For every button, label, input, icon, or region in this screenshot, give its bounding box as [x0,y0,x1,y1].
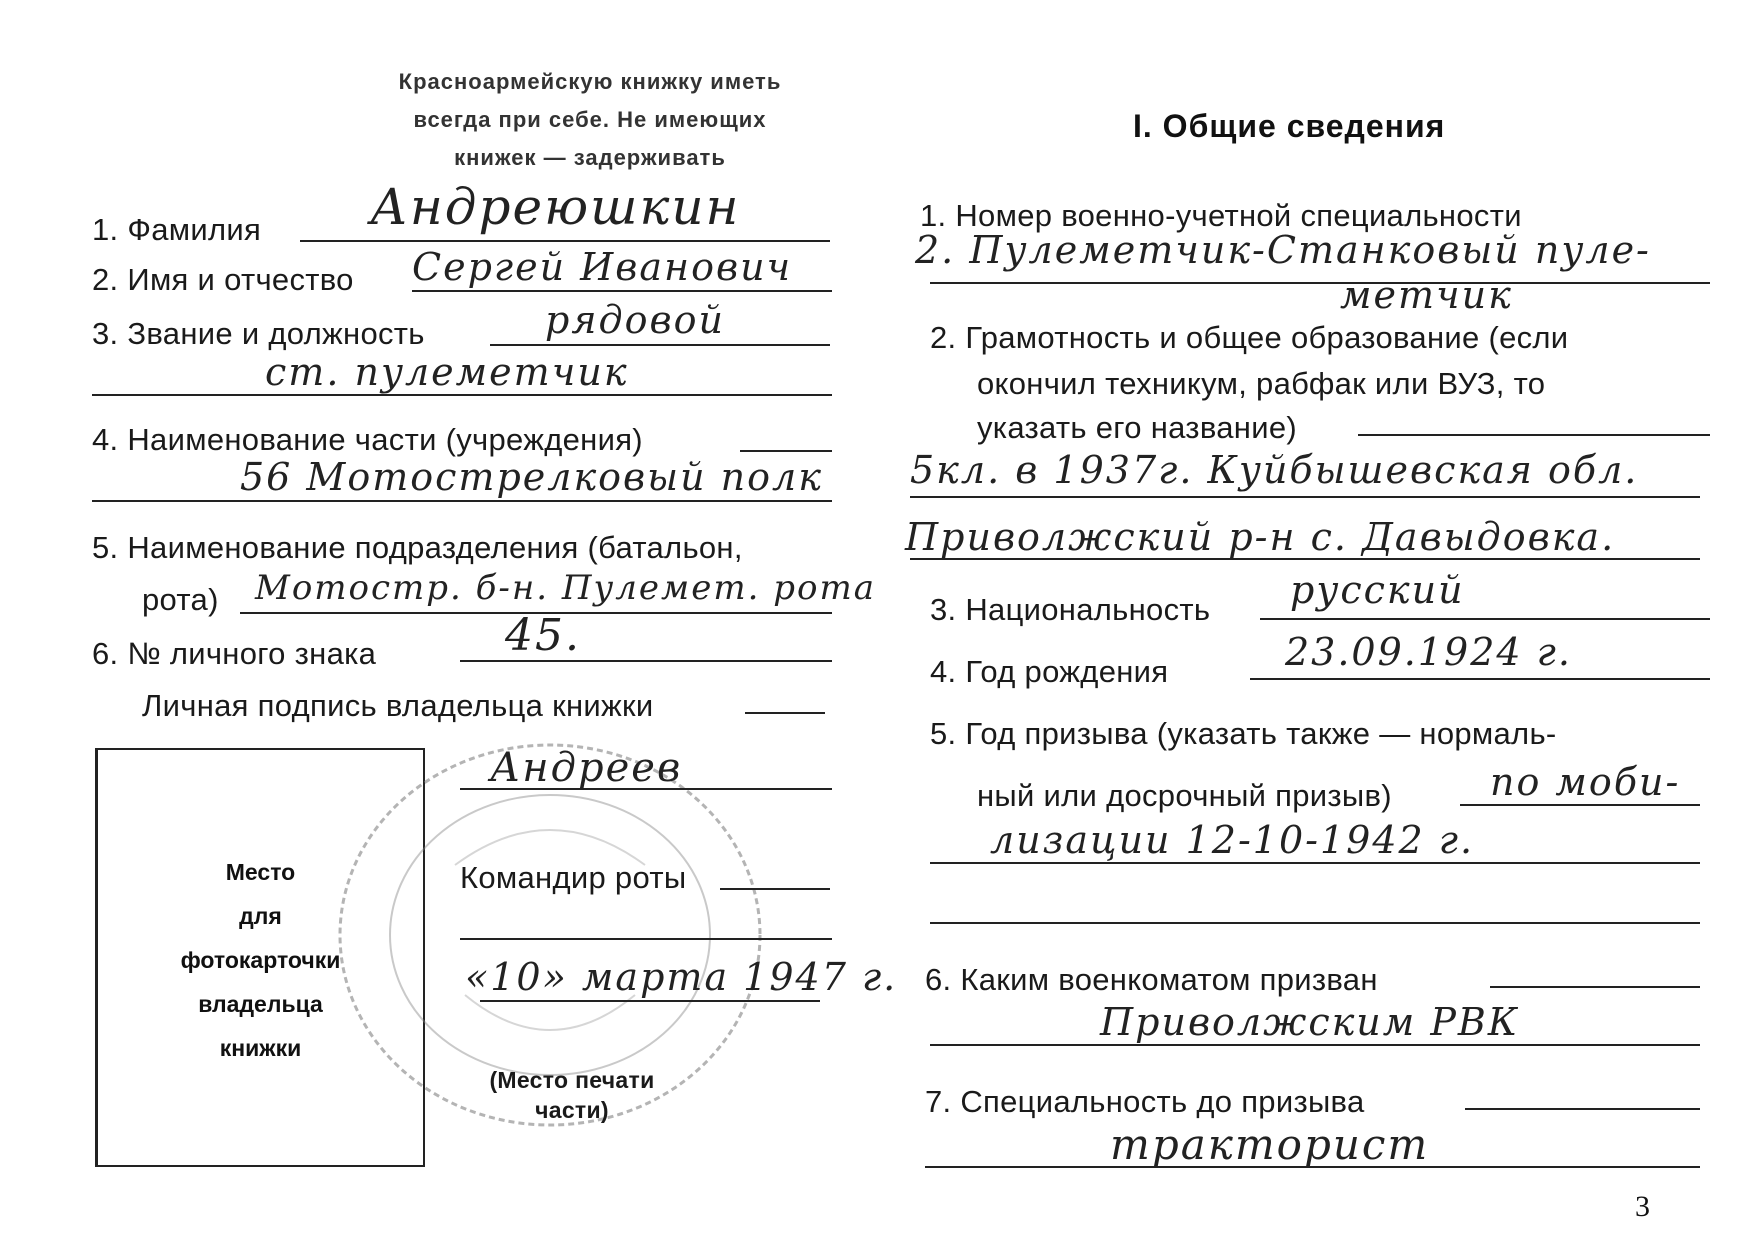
notice-line: книжек — задерживать [454,145,726,170]
draft-line [1460,804,1700,806]
commander-line-2 [460,938,832,940]
subunit-label-2: рота) [142,582,219,617]
rank-value: рядовой [545,298,725,342]
office-line-2 [930,1044,1700,1046]
surname-line [300,240,830,242]
commander-line [720,888,830,890]
photo-text-line: фотокарточки [180,947,341,973]
unit-value: 56 Мотострелковый полк [240,455,823,499]
profession-label: 7. Специальность до призыва [925,1084,1365,1119]
spec-value: 2. Пулеметчик-Станковый пуле- [915,228,1651,272]
badge-value: 45. [505,610,581,661]
photo-text-line: книжки [219,1035,302,1061]
edu-label-2: окончил техникум, рабфак или ВУЗ, то [977,366,1546,401]
section-heading: I. Общие сведения [1133,108,1446,144]
rank-value-2: ст. пулеметчик [265,350,629,394]
office-value: Приволжским РВК [1100,1000,1520,1044]
office-label: 6. Каким военкоматом призван [925,962,1378,997]
edu-value-2: Приволжский р-н с. Давыдовка. [905,515,1616,559]
spec-label: 1. Номер военно-учетной специальности [920,198,1522,233]
signature-line [745,712,825,714]
badge-line [460,660,832,662]
photo-text-line: для [239,903,282,929]
profession-value: тракторист [1110,1120,1430,1169]
profession-line-2 [925,1166,1700,1168]
edu-value-line-2 [910,558,1700,560]
signature-label: Личная подпись владельца книжки [142,688,654,723]
name-line [412,290,832,292]
unit-label: 4. Наименование части (учреждения) [92,422,643,457]
birth-line [1250,678,1710,680]
draft-line-3 [930,922,1700,924]
notice-line: всегда при себе. Не имеющих [413,107,767,132]
edu-line [1358,434,1710,436]
photo-text-line: Место [225,859,296,885]
draft-value-2: лизации 12-10-1942 г. [990,818,1475,862]
rank-label: 3. Звание и должность [92,316,425,351]
draft-line-2 [930,862,1700,864]
unit-line-2 [92,500,832,502]
subunit-value: Мотостр. б-н. Пулемет. рота [255,568,876,608]
right-page [870,0,1739,1259]
spec-value-2: метчик [1340,273,1513,317]
edu-label-3: указать его название) [977,410,1297,445]
date-line [480,1000,820,1002]
date-value: «10» марта 1947 г. [465,955,898,999]
edu-value-line-1 [910,496,1700,498]
edu-value-1: 5кл. в 1937г. Куйбышевская обл. [910,448,1639,492]
profession-line [1465,1108,1700,1110]
unit-line [740,450,832,452]
notice-text [330,63,850,177]
spec-line [930,282,1710,284]
notice-line: Красноармейскую книжку иметь [398,69,782,94]
name-value: Сергей Иванович [412,245,793,289]
subunit-label: 5. Наименование подразделения (батальон, [92,530,743,565]
page-number: 3 [1635,1190,1650,1223]
nationality-label: 3. Национальность [930,592,1211,627]
office-line [1490,986,1700,988]
birth-label: 4. Год рождения [930,654,1169,689]
rank-line-2 [92,394,832,396]
stamp-place-label: (Место печати части) [489,1067,655,1123]
draft-value-1: по моби- [1490,760,1681,804]
photo-text-line: владельца [198,991,323,1017]
name-label: 2. Имя и отчество [92,262,354,297]
draft-label-1: 5. Год призыва (указать также — нормаль- [930,716,1557,751]
owner-signature: Андреев [490,745,683,791]
owner-signature-line [460,788,832,790]
surname-label: 1. Фамилия [92,212,262,247]
draft-label-2: ный или досрочный призыв) [977,778,1392,813]
birth-value: 23.09.1924 г. [1285,630,1572,674]
edu-label-1: 2. Грамотность и общее образование (если [930,320,1569,355]
nationality-line [1260,618,1710,620]
commander-label: Командир роты [460,860,687,895]
nationality-value: русский [1290,568,1465,612]
rank-line [490,344,830,346]
badge-label: 6. № личного знака [92,636,377,671]
surname-value: Андреюшкин [370,178,741,236]
